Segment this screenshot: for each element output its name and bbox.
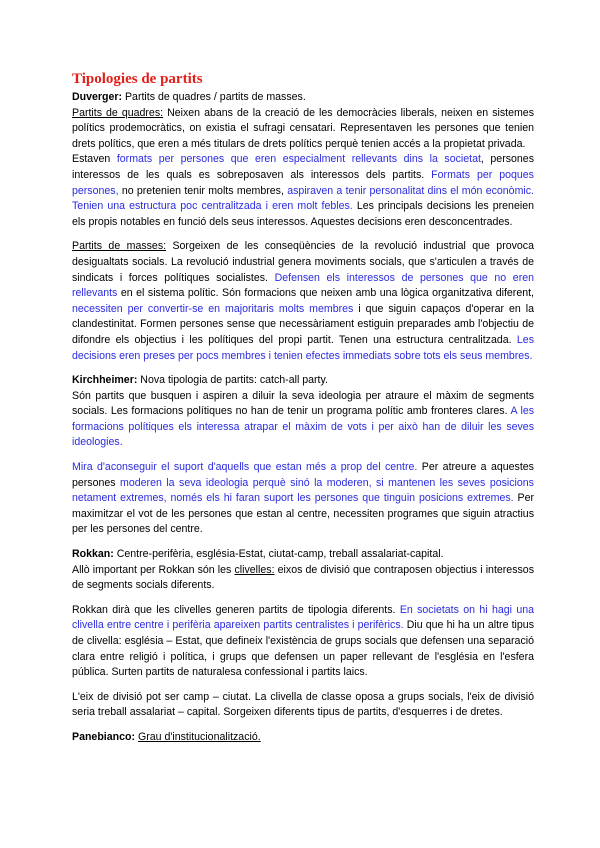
rokkan-intro: Rokkan: Centre-perifèria, església-Estat, ciutat-camp, treball assalariat-capital. [72, 548, 444, 561]
highlight: necessiten per convertir-se en majoritaris molts membres [72, 302, 354, 315]
highlight: Formats per poques persones, [72, 168, 534, 197]
partits-quadres-label: Partits de quadres: [72, 106, 164, 119]
institucionalitzacio-term: Grau d'institucionalització. [137, 730, 261, 743]
rokkan-paragraph-3: L'eix de divisió pot ser camp – ciutat. La clivella de classe oposa a grups socials, l'eix de divisió seria treball assalariat – capital. Sorgeixen diferents tipus de partits, d'esquerres i de dretes. [72, 690, 534, 719]
partits-masses-paragraph: Partits de masses: Sorgeixen de les conseqüències de la revolució industrial que provoca desigualtats socials. La revolució industrial genera moviments socials, que s'articulen a través de sindicats i forces polítiques socialistes. Defensen els interessos de persones que no eren rellevants en el sistema polític. Són formacions que neixen amb una lògica organitzativa diferent, necessiten per convertir-se en majoritaris molts membres i que siguin capaços d'operar en la clandestinitat. Formen persones sense que necessàriament estiguin preparades amb l'objectiu de difondre els objectius i les polítiques del propi partit. Tenen una estructura centralitzada. Les decisions eren preses per pocs membres i tenien efectes immediats sobre tots els seus membres. [72, 240, 534, 362]
kirchheimer-paragraph-2: Mira d'aconseguir el suport d'aquells que estan més a prop del centre. Per atreure a aquestes persones moderen la seva ideologia perquè sinó la moderen, si mantenen les seves posicions netament extremes, només els hi faran suport les persones que tinguin posicions extremes. Per maximitzar el vot de les persones que estan al centre, necessiten programes que siguin atractius per les persones del centre. [72, 461, 534, 536]
author-kirchheimer: Kirchheimer: [72, 374, 138, 387]
page-title: Tipologies de partits [72, 71, 203, 87]
highlight: Defensen els interessos de persones que no eren rellevants [72, 271, 534, 300]
kirchheimer-intro: Kirchheimer: Nova tipologia de partits: catch-all party. [72, 374, 328, 387]
author-panebianco: Panebianco: [72, 730, 135, 743]
highlight: formats per persones que eren especialment rellevants dins la societat [116, 153, 481, 166]
highlight: moderen la seva ideologia perquè sinó la moderen, si mantenen les seves posicions netament extremes, només els hi faran suport les persones que tinguin posicions extremes. [72, 476, 534, 505]
partits-masses-label: Partits de masses: [72, 240, 167, 253]
highlight: Les decisions eren preses per pocs membres i tenien efectes immediats sobre tots els seus membres. [72, 333, 534, 362]
highlight: En societats on hi hagi una clivella entre centre i perifèria apareixen partits centralistes i perifèrics. [72, 603, 534, 632]
author-duverger: Duverger: [72, 91, 123, 103]
duverger-intro: Duverger: Partits de quadres / partits de masses. [72, 91, 306, 103]
panebianco-intro [72, 730, 534, 746]
rokkan-paragraph-2: Rokkan dirà que les clivelles generen partits de tipologia diferents. En societats on hi hagi una clivella entre centre i perifèria apareixen partits centralistes i perifèrics. Diu que hi ha un altre tipus de clivella: església – Estat, que defineix l'existència de grups socials que defensen una separació clara entre religió i política, i grups que defensen un paper rellevant de l'església en l'esfera pública. Surten partits de naturalesa confessional i partits laics. [72, 603, 534, 679]
highlight: aspiraven a tenir personalitat dins el món econòmic. Tenien una estructura poc centralitzada i eren molt febles. [72, 184, 534, 213]
highlight: A les formacions polítiques els interessa atrapar el màxim de vots i per això han de diluir les seves ideologies. [72, 405, 535, 449]
author-rokkan: Rokkan: [72, 548, 114, 561]
rokkan-paragraph: Allò important per Rokkan són les clivelles: eixos de divisió que contraposen objectius i interessos de segments socials diferents. [72, 563, 534, 592]
partits-quadres-paragraph: Partits de quadres: Neixen abans de la creació de les democràcies liberals, neixen en sistemes polítics prodemocràtics, on existia el sufragi censatari. Representaven les persones que tenien drets polítics, que eren a més titulars de drets polítics perquè tenien accés a la propietat privada. [72, 106, 534, 150]
clivelles-term: clivelles: [234, 563, 275, 576]
highlight: Mira d'aconseguir el suport d'aquells que estan més a prop del centre. [72, 461, 418, 474]
kirchheimer-paragraph: Són partits que busquen i aspiren a diluir la seva ideologia per atraure el màxim de segments socials. Les formacions polítiques no han de tenir un programa polític amb fronteres clares. A les formacions polítiques els interessa atrapar el màxim de vots i per això han de diluir les seves ideologies. [72, 389, 535, 449]
partits-quadres-paragraph-2: Estaven formats per persones que eren especialment rellevants dins la societat, persones interessos de les quals es sobreposaven als interessos dels partits. Formats per poques persones, no pretenien tenir molts membres, aspiraven a tenir personalitat dins el món econòmic. Tenien una estructura poc centralitzada i eren molt febles. Les principals decisions les preneien els propis notables en funció dels seus interessos. Aquestes decisions eren desconcentrades. [72, 153, 534, 228]
